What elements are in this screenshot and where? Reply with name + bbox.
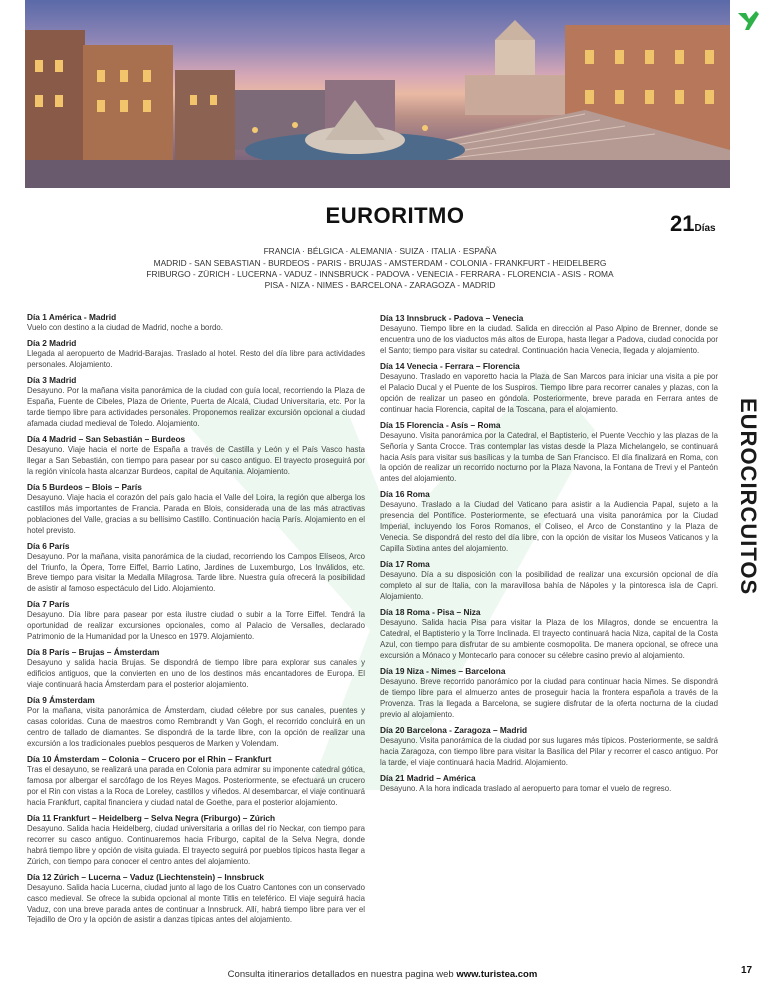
itinerary-day-title: Día 19 Niza - Nimes – Barcelona [380, 665, 506, 676]
itinerary-day-text: Desayuno. Tiempo libre en la ciudad. Salida en dirección al Paso Alpino de Brenner, donde se encuentra uno de los viaductos más altos de Europa, hasta llegar a Padova, ciudad conocida por el Santo; tiempo para visitar su catedral. Continuación hacia Venecia, llegada y alojamiento. [380, 324, 718, 355]
itinerary-day-text: Desayuno. Traslado a la Ciudad del Vaticano para asistir a la Audiencia Papal, sujeto a la presencia del Pontífice. Posteriormente, se efectuará una visita panorámica por la Ciudad Imperial, incluyendo los Foros Romanos, el Coliseo, el Arco de Constantino y la Plaza de Venecia. Se dispondrá del resto del día libre, con la opción de visitar los Museos Vaticanos y la Capilla Sixtina antes del alojamiento. [380, 500, 718, 554]
itinerary-day-title: Día 1 América - Madrid [27, 312, 117, 322]
itinerary-day-text: Llegada al aeropuerto de Madrid-Barajas. Traslado al hotel. Resto del día libre para actividades personales. Alojamiento. [27, 349, 365, 369]
itinerary-day-title: Día 8 París – Brujas – Ámsterdam [27, 647, 160, 658]
itinerary-day [380, 725, 718, 769]
hero-scene [25, 0, 730, 188]
itinerary-day-text: Desayuno. Salida hacia Pisa para visitar la Plaza de los Milagros, donde se encuentra la Catedral, el Baptisterio y la Torre Inclinada. El trayecto continuará hacia Niza, capital de la Costa Azul, con tiempo para disfrutar de su ambiente cosmopolita. De manera opcional, se ofrece una excursión a Mónaco y Montecarlo para conocer su célebre casino previo al alojamiento. [380, 618, 718, 660]
itinerary-day-text: Desayuno. Breve recorrido panorámico por la ciudad para continuar hacia Nimes. Se dispondrá de tiempo libre para el almuerzo antes de proseguir hacia la frontera española a través de la Provenza. Tras la llegada a Barcelona, se sugiere disfrutar de la oferta nocturna de la ciudad previo al alojamiento. [380, 676, 718, 719]
itinerary-day [27, 754, 365, 809]
itinerary-day [27, 599, 365, 643]
itinerary-day [380, 607, 718, 662]
itinerary-column-left [27, 312, 365, 931]
duration-number: 21 [670, 211, 695, 236]
hero-image [25, 0, 730, 188]
itinerary-day [380, 361, 718, 416]
itinerary-day-text: Vuelo con destino a la ciudad de Madrid, noche a bordo. [27, 323, 223, 332]
itinerary-day-text: Desayuno. Traslado en vaporetto hacia la Plaza de San Marcos para iniciar una visita a pie por el Palacio Ducal y el Puente de los Suspiros. Tiempo libre para recorrer canales y plazas, con la opción de realizar un paseo en góndola. Posteriormente, breve parada en Ferrara antes de continuar hacia Florencia, capital de la Toscana, para el alojamiento. [380, 371, 718, 414]
itinerary-day-text: Desayuno. Visita panorámica por la Catedral, el Baptisterio, el Puente Vecchio y las plazas de la Señoría y Santa Crocce. Tras contemplar las vistas desde la Plaza Michelangelo, se continuará hacia Asís para visitar sus basílicas y la tumba de San Francisco. El día finalizará en Roma, con la opción de realizar un recorrido nocturno por la Plaza Navona, la Fontana de Trevi y el Panteón antes del alojamiento. [380, 430, 718, 484]
itinerary-day-text: Desayuno. Por la mañana, visita panorámica de la ciudad, recorriendo los Campos Elíseos, Arco del Triunfo, la Ópera, Torre Eiffel, Barrio Latino, Jardines de Luxemburgo, Los Inválidos, etc. Breve tiempo para visitar la Medalla Milagrosa. Tarde libre. Nuestra guía ofrecerá la posibilidad de asistir al famoso espectáculo del Lido. Alojamiento. [27, 551, 365, 594]
itinerary-day-text: Desayuno. Día a su disposición con la posibilidad de realizar una excursión opcional de día completo al sur de Italia, con la maravillosa bahía de Nápoles y la pintoresca isla de Capri. Alojamiento. [380, 570, 718, 601]
itinerary-day-title: Día 3 Madrid [27, 375, 77, 386]
itinerary-day [27, 541, 365, 596]
itinerary-day [380, 420, 718, 486]
itinerary-day-text: Desayuno. Visita panorámica de la ciudad por sus lugares más típicos. Posteriormente, se saldrá hacia Zaragoza, con tiempo libre para visitar la Basílica del Pilar y recorrer el casco antiguo. Por la tarde, el viaje continuará hacia Madrid. Alojamiento. [380, 735, 718, 767]
itinerary-day-title: Día 5 Burdeos – Blois – París [27, 481, 142, 492]
itinerary-day-title: Día 9 Ámsterdam [27, 695, 95, 706]
duration-label: Días [694, 223, 716, 234]
itinerary-day-text: Desayuno. Viaje hacia el norte de España a través de Castilla y León y el País Vasco hasta llegar a San Sebastián, con tiempo para pasear por su casco antiguo. El trayecto proseguirá por la región vinícola hasta alcanzar Burdeos, capital de Aquitania. Alojamiento. [27, 444, 365, 476]
itinerary-day [27, 338, 365, 371]
itinerary-day [27, 482, 365, 537]
itinerary-day-text: Desayuno. A la hora indicada traslado al aeropuerto para tomar el vuelo de regreso. [380, 783, 672, 793]
itinerary-day-title: Día 18 Roma - Pisa – Niza [380, 607, 481, 618]
itinerary-day-title: Día 2 Madrid [27, 338, 77, 349]
page-title: EURORITMO [325, 203, 465, 228]
itinerary-day [380, 666, 718, 721]
itinerary-day-text: Por la mañana, visita panorámica de Ámsterdam, ciudad célebre por sus canales, puentes y casas coloridas. Cuna de maestros como Rembrandt y Van Gogh, el recorrido concluirá en un centro de tallado de diamantes. Se dispondrá de la tarde libre, con la opción de realizar una excursión a los tradicionales pueblos pesqueros de Marken y Volendam. [27, 706, 365, 748]
itinerary-day-title: Día 13 Innsbruck - Padova – Venecia [380, 313, 524, 323]
cities-list [100, 258, 660, 292]
itinerary-day-text: Desayuno y salida hacia Brujas. Se dispondrá de tiempo libre para explorar sus canales y edificios antiguos, que la convierten en uno de los destinos más encantadores de Europa. El viaje continuará hacia Ámsterdam para el posterior alojamiento. [27, 658, 365, 690]
itinerary-column-right [380, 313, 718, 799]
itinerary-day [27, 872, 365, 927]
itinerary-day-title: Día 7 París [27, 599, 70, 610]
itinerary-day-text: Desayuno. Por la mañana visita panorámica de la ciudad con guía local, recorriendo la Plaza de España, Fuente de Cibeles, Plaza de Oriente, Puerta de Alcalá, Ciudad Universitaria, etc. Por la tarde tiempo libre para actividades personales. Proponemos realizar excursión opcional a ciudad afamada ciudad medieval de Toledo. Alojamiento. [27, 386, 365, 428]
itinerary-day-text: Tras el desayuno, se realizará una parada en Colonia para admirar su imponente catedral gótica, famosa por albergar el sarcófago de los Reyes Magos. Posteriormente, se efectuará un crucero por el Rin con vistas a la Roca de Loreley, castillos y viñedos. Al desembarcar, el viaje continuará hacia Frankfurt, capital financiera y ciudad natal de Goethe, para el posterior alojamiento. [27, 765, 365, 807]
countries-line: FRANCIA · BÉLGICA · ALEMANIA · SUIZA · ITALIA · ESPAÑA [263, 246, 497, 256]
itinerary-day-title: Día 17 Roma [380, 559, 430, 570]
itinerary-day [27, 695, 365, 750]
footer-url-link[interactable]: www.turistea.com [456, 969, 538, 980]
cities-line: PISA - NIZA - NIMES - BARCELONA - ZARAGOZA - MADRID [264, 280, 496, 291]
itinerary-day [380, 313, 718, 357]
itinerary-day-title: Día 12 Zúrich – Lucerna – Vaduz (Liechtenstein) – Innsbruck [27, 871, 264, 882]
itinerary-day-title: Día 21 Madrid – América [380, 772, 476, 783]
itinerary-day-text: Desayuno. Salida hacia Heidelberg, ciudad universitaria a orillas del río Neckar, con tiempo para recorrer su casco antiguo. Continuaremos hacia Friburgo, capital de la Selva Negra, donde habrá tiempo libre y opción de visita guiada. El trayecto seguirá por pueblos típicos hasta llegar a Zúrich, con tiempo para conocer el centro antes del alojamiento. [27, 823, 365, 866]
itinerary-day-text: Desayuno. Viaje hacia el corazón del país galo hacia el Valle del Loira, la región que alberga los castillos más importantes de Francia. Parada en Blois, considerada una de las más atractivas poblaciones del Valle, gracias a su bellísimo Castillo. Continuación hacia París. Alojamiento en el hotel previsto. [27, 492, 365, 535]
itinerary-day-text: Desayuno. Salida hacia Lucerna, ciudad junto al lago de los Cuatro Cantones con un conservado casco medieval. Se ofrece la subida opcional al monte Titlis en teleférico. El viaje seguirá hacia Vaduz, con una breve parada antes de continuar a Innsbruck. Allí, habrá tiempo libre para ver el Tejadillo de Oro y la opción de asistir a danzas típicas antes del alojamiento. [27, 882, 365, 925]
itinerary-day [27, 375, 365, 430]
itinerary-day [380, 773, 718, 795]
footer [0, 969, 765, 980]
itinerary-day-title: Día 11 Frankfurt – Heidelberg – Selva Negra (Friburgo) – Zúrich [27, 812, 276, 823]
itinerary-day [27, 647, 365, 691]
itinerary-day-text: Desayuno. Día libre para pasear por esta ilustre ciudad o subir a la Torre Eiffel. Tendrá la oportunidad de realizar excursiones opcionales, como al Palacio de Versalles, declarado Patrimonio de la Humanidad por la Unesco en 1979. Alojamiento. [27, 610, 365, 642]
section-tab-eurocircuitos: EUROCIRCUITOS [736, 398, 761, 596]
itinerary-day-title: Día 14 Venecia - Ferrara – Florencia [380, 360, 520, 371]
itinerary-day [380, 489, 718, 555]
itinerary-day [380, 559, 718, 603]
brand-logo-icon [735, 8, 761, 34]
itinerary-day-title: Día 20 Barcelona - Zaragoza – Madrid [380, 724, 528, 735]
itinerary-day-title: Día 15 Florencia - Asís – Roma [380, 419, 501, 430]
cities-line: MADRID - SAN SEBASTIAN - BURDEOS - PARIS - BRUJAS - AMSTERDAM - COLONIA - FRANKFURT - HEIDELBERG [153, 258, 607, 268]
itinerary-day [27, 312, 365, 334]
itinerary-day-title: Día 4 Madrid – San Sebastián – Burdeos [27, 433, 186, 444]
page-number: 17 [741, 965, 753, 976]
itinerary-day [27, 813, 365, 868]
cities-line: FRIBURGO - ZÜRICH - LUCERNA - VADUZ - INNSBRUCK - PADOVA - VENECIA - FERRARA - FLORENCIA - ASIS - ROMA [146, 269, 614, 280]
footer-text: Consulta itinerarios detallados en nuestra pagina web [227, 969, 457, 980]
itinerary-day [27, 434, 365, 478]
itinerary-day-title: Día 16 Roma [380, 489, 430, 500]
itinerary-day-title: Día 10 Ámsterdam – Colonia – Crucero por el Rhin – Frankfurt [27, 754, 272, 765]
duration-badge [670, 211, 716, 237]
itinerary-day-title: Día 6 París [27, 540, 70, 551]
